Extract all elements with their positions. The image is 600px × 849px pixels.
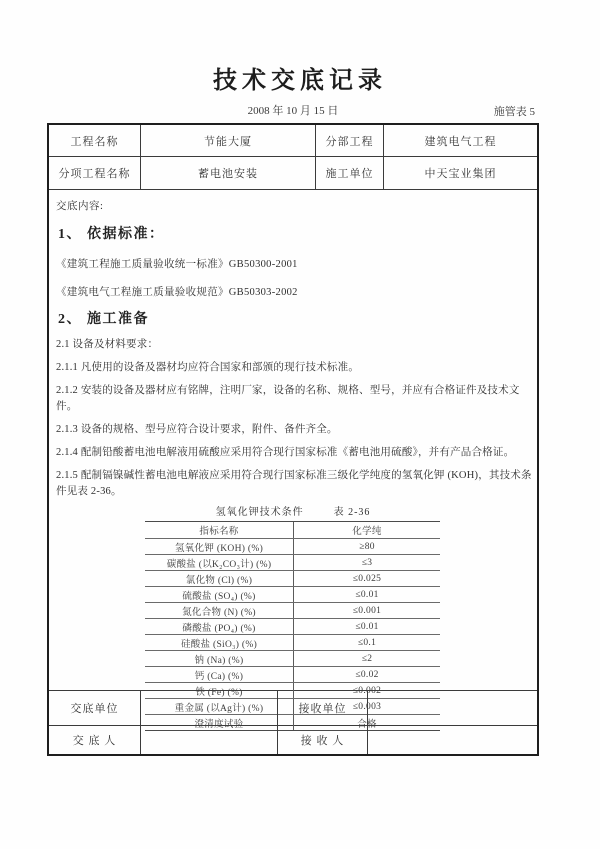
project-name-value: 节能大厦 (140, 125, 315, 156)
project-name-label: 工程名称 (70, 135, 119, 148)
content-label: 交底内容: (56, 201, 104, 212)
table-row (145, 586, 440, 602)
receive-unit-label: 接收单位 (277, 691, 367, 725)
table-row (145, 666, 440, 682)
indicator-name: 硅酸盐 (SiO₃) (%) (180, 639, 258, 650)
standard-reference-2: 《建筑电气工程施工质量验收规范》GB50303-2002 (56, 287, 298, 298)
indicator-name: 碳酸盐 (以K₂CO₃计) (%) (166, 559, 272, 570)
receive-unit-value-cell (367, 691, 537, 725)
form-number: 施管表 5 (493, 106, 535, 118)
construction-unit-label: 施工单位 (315, 157, 383, 189)
indicator-value: ≥80 (293, 539, 440, 554)
indicator-name: 钙 (Ca) (%) (194, 671, 244, 682)
give-unit-value-cell (140, 691, 277, 725)
subproject-name-value: 蓄电池安装 (140, 157, 315, 189)
indicator-name: 重金属 (以Ag计) (%) (174, 703, 264, 714)
para-2-1: 2.1 设备及材料要求： (56, 339, 159, 350)
indicator-name: 钠 (Na) (%) (194, 655, 244, 666)
para-2-1-3: 2.1.3 设备的规格、型号应符合设计要求，附件、备件齐全。 (56, 424, 338, 435)
section-2-heading: 2、 施工准备 (58, 312, 149, 327)
division-work-label: 分部工程 (315, 125, 383, 156)
indicator-value: ≤0.001 (293, 603, 440, 618)
indicator-name: 铁 (Fe) (%) (195, 687, 243, 698)
standard-reference-1: 《建筑工程施工质量验收统一标准》GB50300-2001 (56, 259, 298, 270)
para-2-1-5: 2.1.5 配制镉镍碱性蓄电池电解液应采用符合现行国家标准三级化学纯度的氢氧化钾 (KOH)，其技术条件见表 2-36。 (56, 470, 532, 497)
indicator-value: ≤0.002 (293, 683, 440, 698)
indicator-value: ≤0.01 (293, 619, 440, 634)
para-2-1-2: 2.1.2 安装的设备及器材应有铭牌，注明厂家，设备的名称、规格、型号，并应有合格证件及技术文件。 (56, 385, 520, 412)
indicator-name: 硫酸盐 (SO₄) (%) (182, 591, 256, 602)
subproject-name-label: 分项工程名称 (58, 168, 131, 180)
table-row (145, 650, 440, 666)
give-person-label: 交 底 人 (72, 735, 117, 747)
construction-unit-value: 中天宝业集团 (383, 157, 537, 189)
record-table (47, 123, 539, 756)
footer-row-persons (49, 725, 537, 754)
indicator-name: 氯化物 (Cl) (%) (185, 575, 253, 586)
page-title: 技术交底记录 (213, 68, 387, 94)
table-row (145, 602, 440, 618)
footer-row-units (49, 690, 537, 725)
koh-col-indicator-header: 指标名称 (199, 527, 239, 537)
para-2-1-4: 2.1.4 配制铅酸蓄电池电解液用硫酸应采用符合现行国家标准《蓄电池用硫酸》，并有产品合格证。 (56, 447, 515, 458)
receive-person-value-cell (367, 726, 537, 754)
indicator-value: ≤0.02 (293, 667, 440, 682)
koh-header-row (145, 522, 440, 538)
indicator-value: ≤0.025 (293, 571, 440, 586)
indicator-name: 氢氧化钾 (KOH) (%) (174, 543, 264, 554)
table-row (145, 538, 440, 554)
koh-table-caption (49, 503, 537, 518)
table-row (145, 618, 440, 634)
indicator-value: ≤0.1 (293, 635, 440, 650)
indicator-value: ≤3 (293, 555, 440, 570)
indicator-value: ≤0.003 (293, 699, 440, 714)
indicator-value: ≤0.01 (293, 587, 440, 602)
indicator-name: 澄清度试验 (194, 719, 244, 730)
table-row (145, 634, 440, 650)
section-1-heading: 1、 依据标准： (58, 227, 165, 242)
koh-table-title: 氢氧化钾技术条件 (215, 507, 304, 518)
division-work-value: 建筑电气工程 (383, 125, 537, 156)
para-2-1-1: 2.1.1 凡使用的设备及器材均应符合国家和部颁的现行技术标准。 (56, 362, 360, 373)
meta-row (47, 102, 539, 118)
give-person-value-cell (140, 726, 277, 754)
koh-table-number: 表 2-36 (333, 507, 371, 518)
table-row (145, 570, 440, 586)
table-row (145, 554, 440, 570)
document-date: 2008 年 10 月 15 日 (247, 105, 339, 117)
give-unit-label: 交底单位 (70, 703, 119, 715)
indicator-value: 合格 (293, 715, 440, 730)
header-row-1 (49, 125, 537, 156)
indicator-name: 磷酸盐 (PO₄) (%) (182, 623, 256, 634)
receive-person-label: 接 收 人 (277, 726, 367, 754)
indicator-value: ≤2 (293, 651, 440, 666)
header-row-2 (49, 156, 537, 189)
indicator-name: 氮化合物 (N) (%) (182, 607, 256, 618)
koh-col-purity-header: 化学纯 (293, 522, 440, 538)
